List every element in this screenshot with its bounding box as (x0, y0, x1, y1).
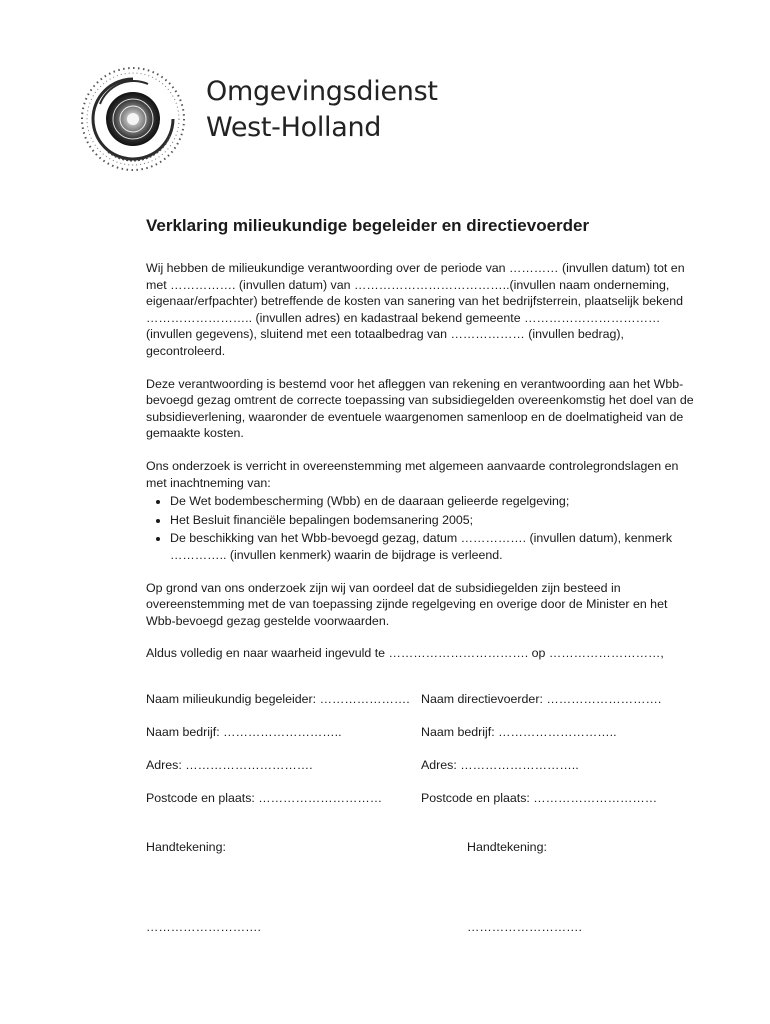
organization-name-line2: West-Holland (206, 112, 382, 143)
field-right-postcode[interactable]: Postcode en plaats: ………………………… (421, 791, 658, 805)
paragraph-verification: Wij hebben de milieukundige verantwoording over de periode van ………… (invullen datum) tot en met ……………. (invullen datum) van ………………………………..(invullen naam onderneming, eigenaar/erfpachter) betreffende de kosten van sanering van het bedrijfsterrein, plaatselijk bekend …………………….. (invullen adres) en kadastraal bekend gemeente …………………………… (invullen gegevens), sluitend met een totaalbedrag van ……………… (invullen bedrag), gecontroleerd. (146, 261, 685, 358)
field-left-postcode[interactable]: Postcode en plaats: ………………………… (146, 791, 383, 805)
field-right-address[interactable]: Adres: ……………………….. (421, 758, 579, 772)
signature-label-right: Handtekening: (467, 840, 547, 854)
omgevingsdienst-logo-icon (78, 64, 188, 174)
paragraph-opinion: Op grond van ons onderzoek zijn wij van oordeel dat de subsidiegelden zijn besteed in overeenstemming met de van toepassing zijnde regelgeving en overige door de Minister en het Wbb-bevoegd gezag gestelde voorwaarden. (146, 580, 668, 628)
field-left-company[interactable]: Naam bedrijf: ……………………….. (146, 725, 342, 739)
list-item: • De Wet bodembescherming (Wbb) en de daaraan gelieerde regelgeving; (170, 493, 694, 510)
list-item: • Het Besluit financiële bepalingen bodemsanering 2005; (170, 512, 694, 529)
field-director-name[interactable]: Naam directievoerder: ………………………. (421, 692, 662, 706)
organization-logo (78, 64, 188, 174)
field-left-address[interactable]: Adres: …………………………. (146, 758, 313, 772)
field-right-company[interactable]: Naam bedrijf: ……………………….. (421, 725, 617, 739)
signature-label-left: Handtekening: (146, 840, 226, 854)
signature-line-left[interactable]: ………………………. (146, 920, 261, 934)
paragraph-scope: Ons onderzoek is verricht in overeenstemming met algemeen aanvaarde controlegrondslagen en met inachtneming van: (146, 458, 679, 490)
list-item: • De beschikking van het Wbb-bevoegd gezag, datum ……………. (invullen datum), kenmerk ………….. (invullen kenmerk) waarin de bijdrage is verleend. (170, 530, 694, 563)
regulation-list (146, 493, 694, 563)
document-title: Verklaring milieukundige begeleider en directievoerder (146, 216, 590, 235)
signature-line-right[interactable]: ………………………. (467, 920, 582, 934)
organization-name (206, 74, 438, 146)
organization-name-line1: Omgevingsdienst (206, 76, 438, 107)
document-body (146, 260, 694, 678)
paragraph-signed-at: Aldus volledig en naar waarheid ingevuld te ……………………………. op ………………………, (146, 646, 664, 661)
field-advisor-name[interactable]: Naam milieukundig begeleider: …………………. (146, 692, 410, 706)
paragraph-purpose: Deze verantwoording is bestemd voor het afleggen van rekening en verantwoording aan het Wbb-bevoegd gezag omtrent de correcte toepassing van subsidiegelden overeenkomstig het doel van de subsidieverlening, waaronder de eventuele waargenomen samenloop en de doelmatigheid van de gemaakte kosten. (146, 376, 694, 441)
